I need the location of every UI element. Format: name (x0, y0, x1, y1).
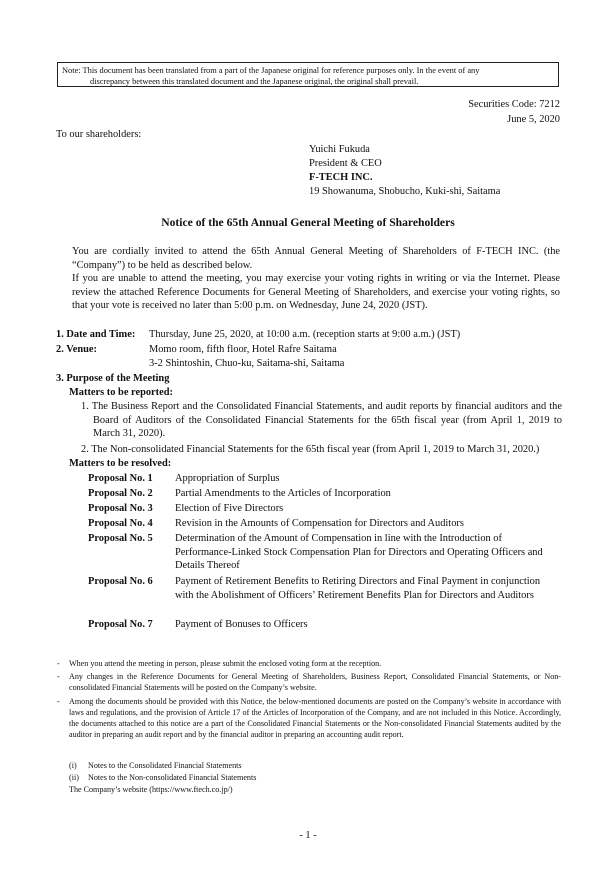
page-number: - 1 - (299, 830, 317, 841)
intro-paragraph-2-text: If you are unable to attend the meeting, you may exercise your voting rights in writing or via the Internet. Please review the attached Reference Documents for General Meeting of Shareholders, and exercise your voting rights, so that your vote is received no later than 5:00 p.m. on Wednesday, June 24, 2020 (JST). (72, 273, 560, 312)
venue-line-2: 3-2 Shintoshin, Chuo-ku, Saitama-shi, Saitama (149, 358, 345, 369)
date-label: 1. Date and Time: (56, 329, 136, 340)
footnote-2: Any changes in the Reference Documents for General Meeting of Shareholders, Business Report, Consolidated Financial Statements, or Non-consolidated Financial Statements will be posted on the Company’s website. (69, 672, 561, 692)
intro-paragraph-1 (56, 245, 560, 272)
salutation: To our shareholders: (56, 129, 142, 140)
proposal-label: Proposal No. 1 (88, 473, 153, 484)
proposal-text: Payment of Bonuses to Officers (175, 619, 308, 630)
footnote-dash: - (57, 697, 60, 706)
proposal-text: Partial Amendments to the Articles of Incorporation (175, 488, 391, 499)
translation-note-box (57, 62, 559, 87)
proposal-label: Proposal No. 4 (88, 518, 153, 529)
company-name: F-TECH INC. (309, 172, 373, 183)
sender-title: President & CEO (309, 158, 382, 169)
proposal-label: Proposal No. 7 (88, 619, 153, 630)
purpose-label: 3. Purpose of the Meeting (56, 373, 170, 384)
footnote-dash: - (57, 672, 60, 681)
company-address: 19 Showanuma, Shobucho, Kuki-shi, Saitama (309, 186, 501, 197)
proposal-text: Election of Five Directors (175, 503, 284, 514)
notice-date: June 5, 2020 (507, 114, 560, 125)
proposal-text: Determination of the Amount of Compensation in line with the Introduction of Performance-Linked Stock Compensation Plan for Directors and Operating Officers and Details Thereof (175, 533, 543, 572)
sender-name: Yuichi Fukuda (309, 144, 370, 155)
footnote-1: When you attend the meeting in person, please submit the enclosed voting form at the reception. (69, 659, 382, 668)
proposal-label: Proposal No. 3 (88, 503, 153, 514)
intro-paragraph-2 (56, 272, 560, 313)
note-line-1: Note: This document has been translated from a part of the Japanese original for reference purposes only. In the event of any (62, 66, 480, 75)
proposal-label: Proposal No. 5 (88, 533, 153, 544)
intro-paragraph-1-text: You are cordially invited to attend the 65th Annual General Meeting of Shareholders of F-TECH INC. (the “Company”) to be held as described below. (72, 246, 560, 271)
company-website: The Company’s website (https://www.ftech.co.jp/) (69, 785, 233, 794)
reported-item-2: 2. The Non-consolidated Financial Statements for the 65th fiscal year (from April 1, 2019 to March 31, 2020.) (81, 444, 540, 455)
page-title: Notice of the 65th Annual General Meeting of Shareholders (161, 216, 455, 229)
footnote-item-2-text: Notes to the Non-consolidated Financial Statements (88, 773, 257, 782)
proposal-label: Proposal No. 6 (88, 576, 153, 587)
footnote-dash: - (57, 659, 60, 668)
note-line-2: discrepancy between this translated document and the Japanese original, the original shall prevail. (90, 77, 419, 86)
proposal-text: Payment of Retirement Benefits to Retiring Directors and Final Payment in conjunction with the Abolishment of Officers’ Retirement Benefits Plan for Directors and Auditors (175, 576, 541, 601)
securities-code: Securities Code: 7212 (468, 99, 560, 110)
reported-item-1-text: 1. The Business Report and the Consolidated Financial Statements, and audit reports by financial auditors and the Board of Auditors of the Consolidated Financial Statements for the 65th fiscal year (from April 1, 2019 to March 31, 2020). (81, 401, 562, 440)
resolved-label: Matters to be resolved: (69, 458, 172, 469)
footnote-item-1-text: Notes to the Consolidated Financial Statements (88, 761, 242, 770)
date-value: Thursday, June 25, 2020, at 10:00 a.m. (reception starts at 9:00 a.m.) (JST) (149, 329, 461, 340)
venue-label: 2. Venue: (56, 344, 97, 355)
footnote-item-2-number: (ii) (69, 773, 79, 782)
reported-item-1 (81, 400, 562, 441)
venue-line-1: Momo room, fifth floor, Hotel Rafre Saitama (149, 344, 337, 355)
proposal-label: Proposal No. 2 (88, 488, 153, 499)
proposal-text: Revision in the Amounts of Compensation for Directors and Auditors (175, 518, 464, 529)
footnote-item-1-number: (i) (69, 761, 77, 770)
proposal-text: Appropriation of Surplus (175, 473, 280, 484)
reported-label: Matters to be reported: (69, 387, 173, 398)
footnote-3: Among the documents should be provided with this Notice, the below-mentioned documents are posted on the Company’s website in accordance with laws and regulations, and the provision of Article 17 of the Articles of Incorporation of the Company, and are not included in this Notice. Accordingly, the documents attached to this notice are a part of the Consolidated Financial Statements or the Non-consolidated Financial Statements audited by the auditor in preparing an audit report and by the financial auditor in preparing an accounting audit report. (69, 697, 561, 739)
